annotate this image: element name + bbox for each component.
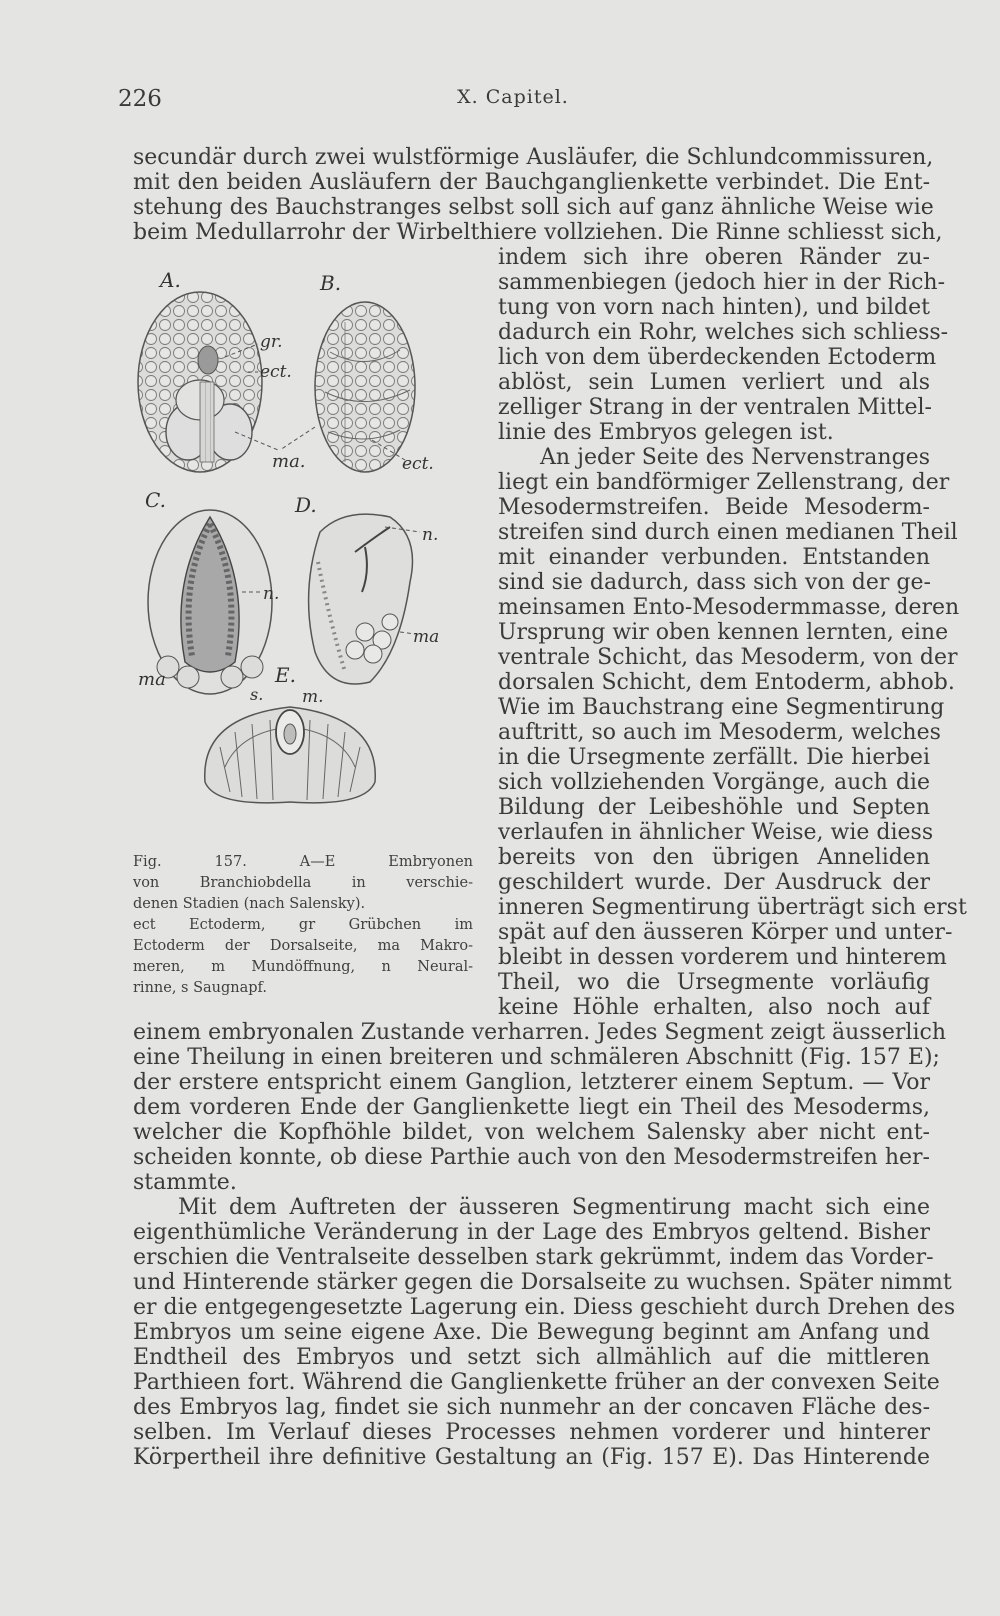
text-line: mit den beiden Ausläufern der Bauchganglienkette verbindet. Die Ent-	[133, 170, 930, 195]
figure-label-m: m.	[302, 687, 324, 707]
figure-label-c: C.	[145, 488, 166, 512]
text-line: mit einander verbunden. Entstanden	[498, 545, 930, 570]
text-line: und Hinterende stärker gegen die Dorsalseite zu wuchsen. Später nimmt	[133, 1270, 952, 1295]
figure-caption	[133, 852, 473, 999]
text-line: scheiden konnte, ob diese Parthie auch von den Mesodermstreifen her-	[133, 1145, 930, 1170]
text-line: indem sich ihre oberen Ränder zu-	[498, 245, 930, 270]
text-line: geschildert wurde. Der Ausdruck der	[498, 870, 930, 895]
figure-label-gr: gr.	[260, 332, 283, 352]
text-line: erschien die Ventralseite desselben stark gekrümmt, indem das Vorder-	[133, 1245, 934, 1270]
text-line: Mit dem Auftreten der äusseren Segmentirung macht sich eine	[178, 1195, 930, 1220]
running-title: X. Capitel.	[457, 86, 569, 108]
embryo-a	[138, 292, 262, 472]
embryo-c	[148, 510, 272, 694]
text-line: tung von vorn nach hinten), und bildet	[498, 295, 930, 320]
text-line: Bildung der Leibeshöhle und Septen	[498, 795, 930, 820]
text-line: spät auf den äusseren Körper und unter-	[498, 920, 953, 945]
text-line: keine Höhle erhalten, also noch auf	[498, 995, 930, 1020]
text-line: eine Theilung in einen breiteren und schmäleren Abschnitt (Fig. 157 E);	[133, 1045, 940, 1070]
text-line: einem embryonalen Zustande verharren. Jedes Segment zeigt äusserlich	[133, 1020, 946, 1045]
text-line: selben. Im Verlauf dieses Processes nehmen vorderer und hinterer	[133, 1420, 930, 1445]
figure-label-s: s.	[250, 685, 264, 704]
text-line: dorsalen Schicht, dem Entoderm, abhob.	[498, 670, 955, 695]
figure-label-ma-a: ma.	[272, 451, 306, 472]
caption-line: ect Ectoderm, gr Grübchen im	[133, 917, 473, 933]
text-line: liegt ein bandförmiger Zellenstrang, der	[498, 470, 950, 495]
text-line: ventrale Schicht, das Mesoderm, von der	[498, 645, 958, 670]
text-line: Ursprung wir oben kennen lernten, eine	[498, 620, 949, 645]
text-line: ablöst, sein Lumen verliert und als	[498, 370, 930, 395]
text-line: er die entgegengesetzte Lagerung ein. Diess geschieht durch Drehen des	[133, 1295, 956, 1320]
text-line: sammenbiegen (jedoch hier in der Rich-	[498, 270, 946, 295]
caption-line: von Branchiobdella in verschie-	[133, 875, 473, 891]
text-line: Embryos um seine eigene Axe. Die Bewegung beginnt am Anfang und	[133, 1320, 930, 1345]
figure-label-ect-a: ect.	[260, 362, 292, 382]
figure-label-e: E.	[275, 663, 296, 687]
text-line: auftritt, so auch im Mesoderm, welches	[498, 720, 941, 745]
figure-label-ma-c: ma	[138, 669, 166, 690]
text-line: welcher die Kopfhöhle bildet, von welchem Salensky aber nicht ent-	[133, 1120, 930, 1145]
figure-label-n-d: n.	[422, 525, 439, 545]
text-line: der erstere entspricht einem Ganglion, letzterer einem Septum. — Vor	[133, 1070, 930, 1095]
figure-label-n-c: n.	[263, 584, 280, 604]
text-line: bleibt in dessen vorderem und hinterem	[498, 945, 947, 970]
figure-label-a: A.	[160, 268, 181, 292]
text-line: Endtheil des Embryos und setzt sich allmählich auf die mittleren	[133, 1345, 930, 1370]
text-line: lich von dem überdeckenden Ectoderm	[498, 345, 937, 370]
text-line: stammte.	[133, 1170, 237, 1195]
text-line: meinsamen Ento-Mesodermmasse, deren	[498, 595, 960, 620]
text-line: An jeder Seite des Nervenstranges	[540, 445, 930, 470]
figure-label-d: D.	[295, 493, 317, 517]
text-line: dem vorderen Ende der Ganglienkette liegt ein Theil des Mesoderms,	[133, 1095, 930, 1120]
caption-line: Ectoderm der Dorsalseite, ma Makro-	[133, 938, 473, 954]
text-line: zelliger Strang in der ventralen Mittel-	[498, 395, 932, 420]
text-line: dadurch ein Rohr, welches sich schliess-	[498, 320, 949, 345]
text-line: stehung des Bauchstranges selbst soll sich auf ganz ähnliche Weise wie	[133, 195, 934, 220]
embryo-b	[315, 302, 415, 472]
figure-157	[130, 262, 475, 847]
text-line: eigenthümliche Veränderung in der Lage des Embryos geltend. Bisher	[133, 1220, 930, 1245]
embryo-drawings	[130, 262, 475, 847]
embryo-d	[309, 514, 413, 684]
text-line: bereits von den übrigen Anneliden	[498, 845, 930, 870]
caption-line: meren, m Mundöffnung, n Neural-	[133, 959, 473, 975]
text-line: inneren Segmentirung überträgt sich erst	[498, 895, 967, 920]
text-line: Wie im Bauchstrang eine Segmentirung	[498, 695, 945, 720]
text-line: Theil, wo die Ursegmente vorläufig	[498, 970, 930, 995]
caption-line: rinne, s Saugnapf.	[133, 980, 268, 996]
text-line: Mesodermstreifen. Beide Mesoderm-	[498, 495, 930, 520]
embryo-e	[205, 707, 376, 803]
caption-line: Fig. 157. A—E Embryonen	[133, 854, 473, 870]
figure-label-ect-b: ect.	[402, 454, 434, 474]
figure-label-ma-d: ma	[413, 627, 440, 647]
text-line: linie des Embryos gelegen ist.	[498, 420, 834, 445]
text-line: sich vollziehenden Vorgänge, auch die	[498, 770, 930, 795]
text-line: beim Medullarrohr der Wirbelthiere vollziehen. Die Rinne schliesst sich,	[133, 220, 943, 245]
page-number: 226	[118, 86, 162, 112]
text-line: verlaufen in ähnlicher Weise, wie diess	[498, 820, 934, 845]
page-header	[118, 86, 908, 120]
caption-line: denen Stadien (nach Salensky).	[133, 896, 366, 912]
figure-label-b: B.	[320, 271, 342, 295]
text-line: in die Ursegmente zerfällt. Die hierbei	[498, 745, 930, 770]
text-line: Parthieen fort. Während die Ganglienkette früher an der convexen Seite	[133, 1370, 940, 1395]
text-line: streifen sind durch einen medianen Theil	[498, 520, 958, 545]
text-line: des Embryos lag, findet sie sich nunmehr an der concaven Fläche des-	[133, 1395, 930, 1420]
text-line: secundär durch zwei wulstförmige Ausläufer, die Schlundcommissuren,	[133, 145, 934, 170]
text-line: Körpertheil ihre definitive Gestaltung an (Fig. 157 E). Das Hinterende	[133, 1445, 930, 1470]
text-line: sind sie dadurch, dass sich von der ge-	[498, 570, 931, 595]
